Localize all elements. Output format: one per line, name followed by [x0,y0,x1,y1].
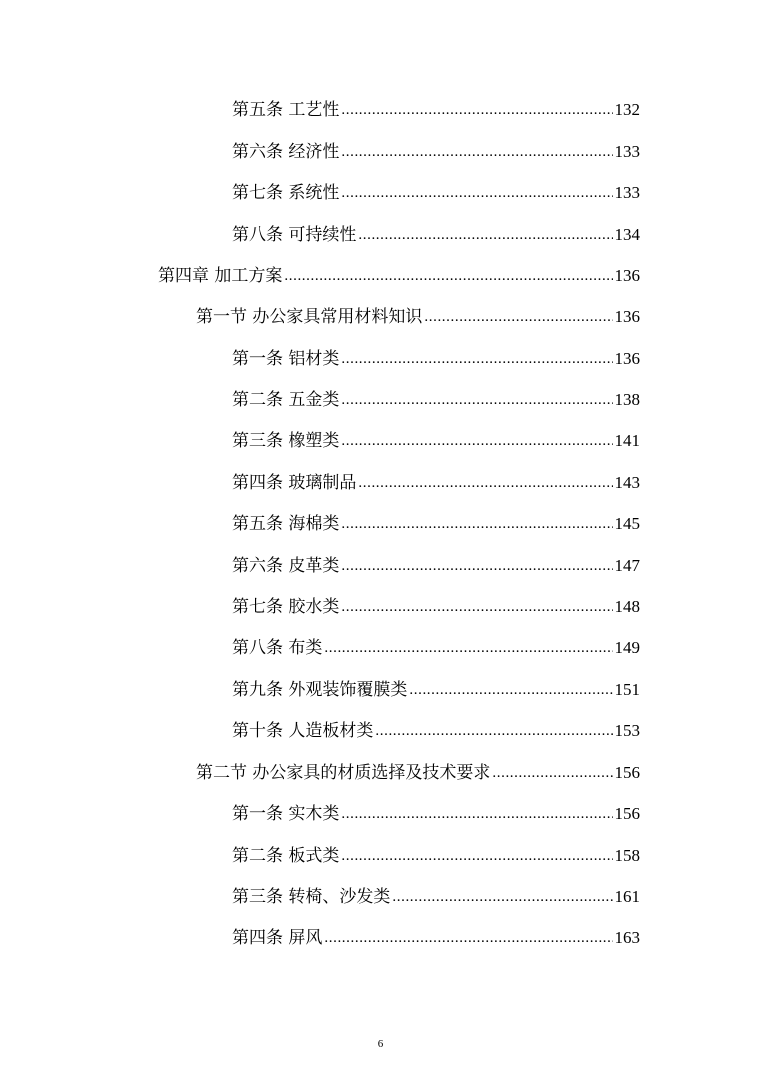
toc-leader-dots [409,679,612,701]
toc-entry-label: 第七条 系统性 [232,183,340,203]
toc-entry-label: 第四章 加工方案 [158,266,283,286]
toc-entry-label: 第八条 布类 [232,638,323,658]
toc-entry[interactable] [232,97,640,121]
toc-entry[interactable] [232,180,640,204]
toc-entry[interactable] [232,139,640,163]
toc-leader-dots [324,637,612,659]
toc-entry-page: 145 [614,514,640,533]
toc-leader-dots [341,141,612,163]
toc-entry-label: 第七条 胶水类 [232,597,340,617]
toc-entry[interactable] [232,470,640,494]
toc-entry-label: 第六条 经济性 [232,142,340,162]
toc-leader-dots [341,430,612,452]
toc-entry-label: 第五条 工艺性 [232,100,340,120]
toc-entry-page: 136 [614,349,640,368]
toc-leader-dots [375,720,612,742]
toc-leader-dots [492,762,612,784]
toc-entry-page: 138 [614,390,640,409]
toc-entry-page: 149 [614,638,640,657]
toc-entry[interactable] [232,346,640,370]
toc-entry-page: 158 [614,846,640,865]
toc-leader-dots [424,306,612,328]
toc-entry[interactable] [232,635,640,659]
toc-entry-page: 133 [614,183,640,202]
toc-entry-page: 133 [614,142,640,161]
toc-leader-dots [341,99,612,121]
toc-leader-dots [341,389,612,411]
toc-leader-dots [341,348,612,370]
toc-entry-page: 156 [614,804,640,823]
toc-entry-page: 151 [614,680,640,699]
toc-entry-label: 第三条 橡塑类 [232,431,340,451]
toc-entry-label: 第八条 可持续性 [232,225,357,245]
toc-entry-label: 第二节 办公家具的材质选择及技术要求 [196,763,491,783]
toc-section-entry[interactable] [196,760,640,784]
toc-entry-label: 第九条 外观装饰覆膜类 [232,680,408,700]
toc-leader-dots [341,803,612,825]
toc-leader-dots [341,182,612,204]
toc-entry-label: 第三条 转椅、沙发类 [232,887,391,907]
toc-leader-dots [341,555,612,577]
toc-entry-page: 153 [614,721,640,740]
toc-entry-page: 163 [614,928,640,947]
toc-entry[interactable] [232,925,640,949]
toc-section-entry[interactable] [196,304,640,328]
toc-entry[interactable] [232,222,640,246]
toc-entry[interactable] [232,594,640,618]
toc-entry[interactable] [232,387,640,411]
toc-entry[interactable] [232,884,640,908]
toc-entry-page: 136 [614,307,640,326]
toc-entry-label: 第四条 玻璃制品 [232,473,357,493]
toc-entry-label: 第一条 实木类 [232,804,340,824]
toc-entry-page: 136 [614,266,640,285]
toc-entry-label: 第十条 人造板材类 [232,721,374,741]
toc-entry-label: 第二条 板式类 [232,846,340,866]
toc-entry-label: 第六条 皮革类 [232,556,340,576]
toc-leader-dots [392,886,612,908]
toc-entry[interactable] [232,553,640,577]
toc-entry-page: 161 [614,887,640,906]
toc-entry-page: 156 [614,763,640,782]
toc-entry-page: 148 [614,597,640,616]
toc-entry-page: 143 [614,473,640,492]
toc-entry[interactable] [232,843,640,867]
toc-entry-label: 第二条 五金类 [232,390,340,410]
toc-entry-page: 141 [614,431,640,450]
toc-leader-dots [341,845,612,867]
toc-leader-dots [358,472,612,494]
toc-entry[interactable] [232,428,640,452]
toc-entry-label: 第四条 屏风 [232,928,323,948]
toc-entry-label: 第一节 办公家具常用材料知识 [196,307,423,327]
toc-entry-page: 134 [614,225,640,244]
toc-entry-label: 第五条 海棉类 [232,514,340,534]
toc-entry[interactable] [232,511,640,535]
toc-chapter-entry[interactable] [158,263,640,287]
toc-entry-page: 147 [614,556,640,575]
toc-leader-dots [341,513,612,535]
toc-entry-label: 第一条 铝材类 [232,349,340,369]
toc-entry[interactable] [232,718,640,742]
toc-entry[interactable] [232,801,640,825]
toc-leader-dots [284,265,612,287]
page-number: 6 [377,1038,384,1050]
toc-leader-dots [341,596,612,618]
toc-leader-dots [358,224,612,246]
toc-entry-page: 132 [614,100,640,119]
toc-leader-dots [324,927,612,949]
toc-entry[interactable] [232,677,640,701]
